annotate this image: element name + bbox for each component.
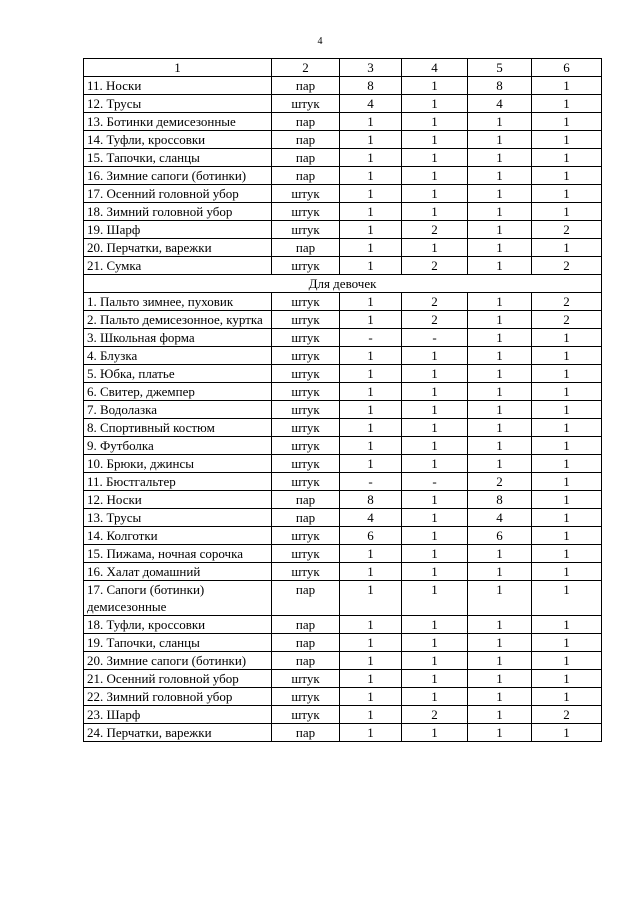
table-row: [84, 473, 602, 491]
value-cell: 1: [468, 706, 532, 724]
item-name-cell: 5. Юбка, платье: [84, 365, 272, 383]
value-cell: 6: [468, 527, 532, 545]
value-cell: 1: [402, 455, 468, 473]
unit-cell: штук: [272, 563, 340, 581]
item-name-cell: 17. Сапоги (ботинки) демисезонные: [84, 581, 272, 616]
table-body: [84, 59, 602, 742]
value-cell: 1: [532, 113, 602, 131]
value-cell: 1: [402, 724, 468, 742]
unit-cell: штук: [272, 670, 340, 688]
table-row: [84, 509, 602, 527]
value-cell: 2: [402, 706, 468, 724]
header-cell: 5: [468, 59, 532, 77]
item-name-cell: 2. Пальто демисезонное, куртка: [84, 311, 272, 329]
item-name-cell: 12. Носки: [84, 491, 272, 509]
table-row: [84, 95, 602, 113]
unit-cell: пар: [272, 509, 340, 527]
unit-cell: штук: [272, 545, 340, 563]
item-name-cell: 10. Брюки, джинсы: [84, 455, 272, 473]
value-cell: 1: [402, 652, 468, 670]
value-cell: 1: [402, 167, 468, 185]
value-cell: 1: [532, 688, 602, 706]
unit-cell: пар: [272, 77, 340, 95]
item-name-cell: 4. Блузка: [84, 347, 272, 365]
value-cell: 2: [532, 706, 602, 724]
value-cell: 1: [340, 149, 402, 167]
value-cell: 2: [402, 257, 468, 275]
item-name-cell: 24. Перчатки, варежки: [84, 724, 272, 742]
item-name-cell: 20. Перчатки, варежки: [84, 239, 272, 257]
value-cell: 1: [468, 293, 532, 311]
unit-cell: штук: [272, 95, 340, 113]
value-cell: 1: [402, 203, 468, 221]
header-cell: 3: [340, 59, 402, 77]
value-cell: 1: [468, 221, 532, 239]
value-cell: 1: [340, 401, 402, 419]
value-cell: 1: [532, 473, 602, 491]
unit-cell: пар: [272, 167, 340, 185]
table-row: [84, 706, 602, 724]
value-cell: 1: [468, 131, 532, 149]
value-cell: 2: [532, 311, 602, 329]
unit-cell: штук: [272, 383, 340, 401]
unit-cell: штук: [272, 419, 340, 437]
value-cell: 1: [340, 311, 402, 329]
header-cell: 4: [402, 59, 468, 77]
value-cell: 4: [468, 509, 532, 527]
value-cell: -: [340, 329, 402, 347]
item-name-cell: 16. Халат домашний: [84, 563, 272, 581]
table-row: [84, 185, 602, 203]
item-name-cell: 3. Школьная форма: [84, 329, 272, 347]
value-cell: 1: [532, 581, 602, 616]
value-cell: 1: [402, 670, 468, 688]
item-name-cell: 21. Сумка: [84, 257, 272, 275]
value-cell: 1: [402, 383, 468, 401]
item-name-cell: 13. Трусы: [84, 509, 272, 527]
unit-cell: штук: [272, 221, 340, 239]
table-row: [84, 688, 602, 706]
value-cell: 8: [340, 491, 402, 509]
value-cell: 1: [340, 221, 402, 239]
value-cell: 1: [340, 293, 402, 311]
table-row: [84, 293, 602, 311]
item-name-cell: 22. Зимний головной убор: [84, 688, 272, 706]
value-cell: 1: [532, 149, 602, 167]
value-cell: 1: [468, 311, 532, 329]
value-cell: 1: [402, 688, 468, 706]
value-cell: 1: [532, 652, 602, 670]
table-row: [84, 203, 602, 221]
table-row: [84, 527, 602, 545]
value-cell: 1: [340, 455, 402, 473]
value-cell: 1: [402, 149, 468, 167]
item-name-cell: 14. Колготки: [84, 527, 272, 545]
item-name-cell: 11. Бюстгальтер: [84, 473, 272, 491]
item-name-cell: 17. Осенний головной убор: [84, 185, 272, 203]
value-cell: 1: [402, 239, 468, 257]
item-name-cell: 8. Спортивный костюм: [84, 419, 272, 437]
unit-cell: пар: [272, 652, 340, 670]
value-cell: 1: [532, 185, 602, 203]
item-name-cell: 19. Тапочки, сланцы: [84, 634, 272, 652]
value-cell: 1: [340, 581, 402, 616]
value-cell: 1: [340, 347, 402, 365]
unit-cell: пар: [272, 239, 340, 257]
value-cell: 1: [532, 670, 602, 688]
value-cell: 2: [532, 293, 602, 311]
value-cell: 1: [532, 365, 602, 383]
table-row: [84, 113, 602, 131]
unit-cell: пар: [272, 724, 340, 742]
value-cell: 1: [402, 419, 468, 437]
unit-cell: штук: [272, 401, 340, 419]
value-cell: 1: [402, 113, 468, 131]
table-row: [84, 437, 602, 455]
value-cell: 1: [402, 581, 468, 616]
value-cell: 1: [468, 329, 532, 347]
unit-cell: штук: [272, 706, 340, 724]
value-cell: 1: [532, 437, 602, 455]
table-row: [84, 167, 602, 185]
value-cell: 2: [402, 311, 468, 329]
value-cell: 1: [340, 670, 402, 688]
value-cell: 1: [468, 239, 532, 257]
unit-cell: штук: [272, 203, 340, 221]
unit-cell: штук: [272, 688, 340, 706]
value-cell: 1: [468, 383, 532, 401]
item-name-cell: 18. Зимний головной убор: [84, 203, 272, 221]
value-cell: 1: [402, 185, 468, 203]
value-cell: 4: [468, 95, 532, 113]
unit-cell: пар: [272, 634, 340, 652]
table-row: [84, 491, 602, 509]
table-row: [84, 329, 602, 347]
page-number: 4: [317, 36, 323, 47]
value-cell: 1: [468, 652, 532, 670]
value-cell: 1: [340, 724, 402, 742]
value-cell: -: [340, 473, 402, 491]
table-row: [84, 383, 602, 401]
value-cell: 1: [532, 491, 602, 509]
value-cell: 1: [532, 131, 602, 149]
value-cell: 1: [340, 419, 402, 437]
value-cell: 1: [532, 563, 602, 581]
table-row: [84, 221, 602, 239]
value-cell: 4: [340, 509, 402, 527]
value-cell: 1: [532, 167, 602, 185]
value-cell: 4: [340, 95, 402, 113]
value-cell: 8: [468, 491, 532, 509]
unit-cell: штук: [272, 527, 340, 545]
unit-cell: штук: [272, 437, 340, 455]
header-cell: 1: [84, 59, 272, 77]
value-cell: 8: [340, 77, 402, 95]
value-cell: 1: [402, 527, 468, 545]
table-row: [84, 563, 602, 581]
value-cell: 1: [340, 239, 402, 257]
item-name-cell: 15. Пижама, ночная сорочка: [84, 545, 272, 563]
item-name-cell: 23. Шарф: [84, 706, 272, 724]
value-cell: 1: [340, 563, 402, 581]
value-cell: 1: [532, 455, 602, 473]
unit-cell: пар: [272, 149, 340, 167]
unit-cell: пар: [272, 491, 340, 509]
value-cell: 1: [468, 545, 532, 563]
unit-cell: пар: [272, 616, 340, 634]
table-row: [84, 77, 602, 95]
value-cell: 1: [402, 95, 468, 113]
value-cell: 1: [340, 616, 402, 634]
value-cell: 1: [340, 365, 402, 383]
value-cell: 1: [468, 563, 532, 581]
value-cell: 1: [468, 437, 532, 455]
table-row: [84, 401, 602, 419]
section-title: Для девочек: [84, 275, 602, 293]
value-cell: 1: [402, 509, 468, 527]
value-cell: 1: [532, 239, 602, 257]
value-cell: 1: [402, 401, 468, 419]
value-cell: 1: [340, 203, 402, 221]
value-cell: 1: [340, 706, 402, 724]
table-row: [84, 455, 602, 473]
value-cell: 1: [340, 437, 402, 455]
value-cell: 1: [532, 724, 602, 742]
value-cell: 1: [532, 95, 602, 113]
value-cell: 1: [468, 634, 532, 652]
table-row: [84, 581, 602, 616]
item-name-cell: 18. Туфли, кроссовки: [84, 616, 272, 634]
item-name-cell: 9. Футболка: [84, 437, 272, 455]
value-cell: 1: [532, 616, 602, 634]
value-cell: 1: [340, 545, 402, 563]
value-cell: 1: [468, 616, 532, 634]
value-cell: 8: [468, 77, 532, 95]
item-name-cell: 13. Ботинки демисезонные: [84, 113, 272, 131]
value-cell: 1: [402, 491, 468, 509]
item-name-cell: 6. Свитер, джемпер: [84, 383, 272, 401]
value-cell: 1: [468, 347, 532, 365]
value-cell: 1: [340, 167, 402, 185]
value-cell: 1: [402, 563, 468, 581]
value-cell: 1: [402, 347, 468, 365]
value-cell: 1: [468, 688, 532, 706]
value-cell: 1: [402, 545, 468, 563]
value-cell: 1: [532, 77, 602, 95]
table-row: [84, 419, 602, 437]
value-cell: 1: [402, 437, 468, 455]
unit-cell: пар: [272, 113, 340, 131]
value-cell: -: [402, 329, 468, 347]
value-cell: 1: [340, 185, 402, 203]
value-cell: 1: [468, 419, 532, 437]
norms-table: [83, 58, 602, 742]
value-cell: 2: [532, 257, 602, 275]
value-cell: 1: [402, 365, 468, 383]
value-cell: 1: [468, 167, 532, 185]
unit-cell: штук: [272, 185, 340, 203]
unit-cell: штук: [272, 365, 340, 383]
value-cell: 1: [468, 257, 532, 275]
item-name-cell: 16. Зимние сапоги (ботинки): [84, 167, 272, 185]
unit-cell: пар: [272, 581, 340, 616]
value-cell: 1: [340, 634, 402, 652]
value-cell: 1: [468, 455, 532, 473]
table-row: [84, 652, 602, 670]
item-name-cell: 15. Тапочки, сланцы: [84, 149, 272, 167]
value-cell: 1: [532, 419, 602, 437]
item-name-cell: 12. Трусы: [84, 95, 272, 113]
value-cell: 1: [340, 652, 402, 670]
value-cell: 1: [468, 401, 532, 419]
table-row: [84, 131, 602, 149]
table-row: [84, 545, 602, 563]
value-cell: 1: [532, 545, 602, 563]
value-cell: 1: [532, 527, 602, 545]
value-cell: 6: [340, 527, 402, 545]
table-row: [84, 724, 602, 742]
value-cell: 2: [402, 293, 468, 311]
value-cell: 1: [340, 688, 402, 706]
table-row: [84, 670, 602, 688]
value-cell: 1: [340, 257, 402, 275]
table-header-row: [84, 59, 602, 77]
value-cell: -: [402, 473, 468, 491]
unit-cell: пар: [272, 131, 340, 149]
unit-cell: штук: [272, 347, 340, 365]
table-row: [84, 149, 602, 167]
header-cell: 6: [532, 59, 602, 77]
item-name-cell: 21. Осенний головной убор: [84, 670, 272, 688]
value-cell: 1: [468, 113, 532, 131]
value-cell: 1: [468, 203, 532, 221]
header-cell: 2: [272, 59, 340, 77]
value-cell: 1: [468, 581, 532, 616]
table-row: [84, 365, 602, 383]
unit-cell: штук: [272, 293, 340, 311]
value-cell: 1: [468, 724, 532, 742]
value-cell: 1: [340, 113, 402, 131]
value-cell: 1: [532, 203, 602, 221]
table-row: [84, 239, 602, 257]
value-cell: 1: [402, 77, 468, 95]
value-cell: 1: [532, 347, 602, 365]
value-cell: 2: [402, 221, 468, 239]
table-row: [84, 616, 602, 634]
unit-cell: штук: [272, 473, 340, 491]
value-cell: 1: [532, 509, 602, 527]
value-cell: 1: [532, 634, 602, 652]
value-cell: 2: [532, 221, 602, 239]
unit-cell: штук: [272, 311, 340, 329]
table-row: [84, 311, 602, 329]
item-name-cell: 1. Пальто зимнее, пуховик: [84, 293, 272, 311]
table-row: [84, 257, 602, 275]
value-cell: 2: [468, 473, 532, 491]
value-cell: 1: [402, 634, 468, 652]
item-name-cell: 20. Зимние сапоги (ботинки): [84, 652, 272, 670]
value-cell: 1: [340, 131, 402, 149]
value-cell: 1: [468, 149, 532, 167]
unit-cell: штук: [272, 455, 340, 473]
item-name-cell: 11. Носки: [84, 77, 272, 95]
item-name-cell: 19. Шарф: [84, 221, 272, 239]
item-name-cell: 7. Водолазка: [84, 401, 272, 419]
item-name-cell: 14. Туфли, кроссовки: [84, 131, 272, 149]
value-cell: 1: [532, 329, 602, 347]
value-cell: 1: [468, 185, 532, 203]
table-row: [84, 347, 602, 365]
value-cell: 1: [532, 401, 602, 419]
unit-cell: штук: [272, 329, 340, 347]
value-cell: 1: [532, 383, 602, 401]
unit-cell: штук: [272, 257, 340, 275]
table-row: [84, 634, 602, 652]
value-cell: 1: [340, 383, 402, 401]
value-cell: 1: [402, 131, 468, 149]
value-cell: 1: [468, 670, 532, 688]
value-cell: 1: [402, 616, 468, 634]
section-row: [84, 275, 602, 293]
value-cell: 1: [468, 365, 532, 383]
